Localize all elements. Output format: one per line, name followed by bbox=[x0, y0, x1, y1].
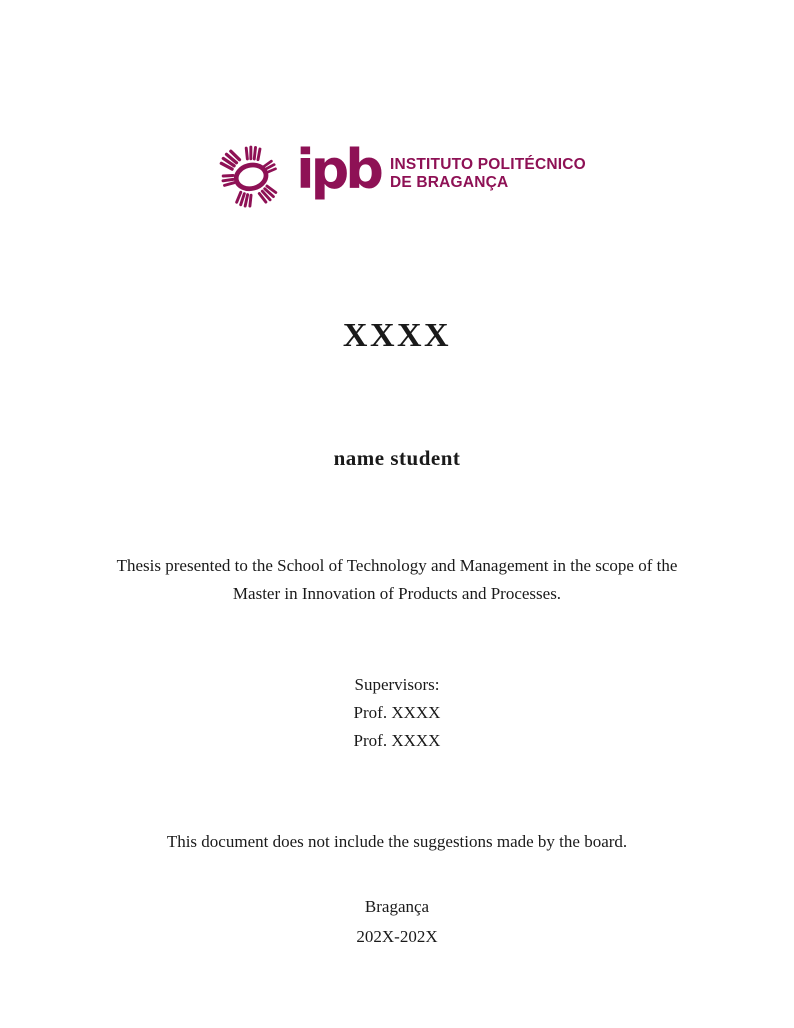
ipb-logo-mark-icon bbox=[208, 138, 294, 214]
presentation-line-1: Thesis presented to the School of Technology and Management in the scope of the bbox=[116, 556, 678, 575]
location: Bragança bbox=[364, 897, 430, 916]
ipb-logo-name-line1: INSTITUTO POLITÉCNICO bbox=[389, 155, 586, 173]
ipb-logo bbox=[208, 138, 586, 214]
thesis-title: XXXX bbox=[342, 317, 452, 354]
ipb-logo-name-line2: DE BRAGANÇA bbox=[389, 174, 509, 191]
supervisor-name: Prof. XXXX bbox=[353, 731, 441, 750]
author-name: name student bbox=[333, 446, 461, 470]
ipb-logo-acronym: ipb bbox=[296, 138, 380, 201]
supervisor-name: Prof. XXXX bbox=[353, 703, 441, 722]
board-disclaimer: This document does not include the suggestions made by the board. bbox=[166, 832, 628, 851]
supervisors-heading: Supervisors: bbox=[354, 675, 440, 694]
presentation-statement bbox=[0, 552, 794, 608]
supervisors-block bbox=[0, 671, 794, 755]
academic-year: 202X-202X bbox=[356, 927, 438, 946]
ipb-logo-name bbox=[390, 156, 586, 193]
place-and-year bbox=[0, 892, 794, 952]
presentation-line-2: Master in Innovation of Products and Processes. bbox=[232, 584, 562, 603]
